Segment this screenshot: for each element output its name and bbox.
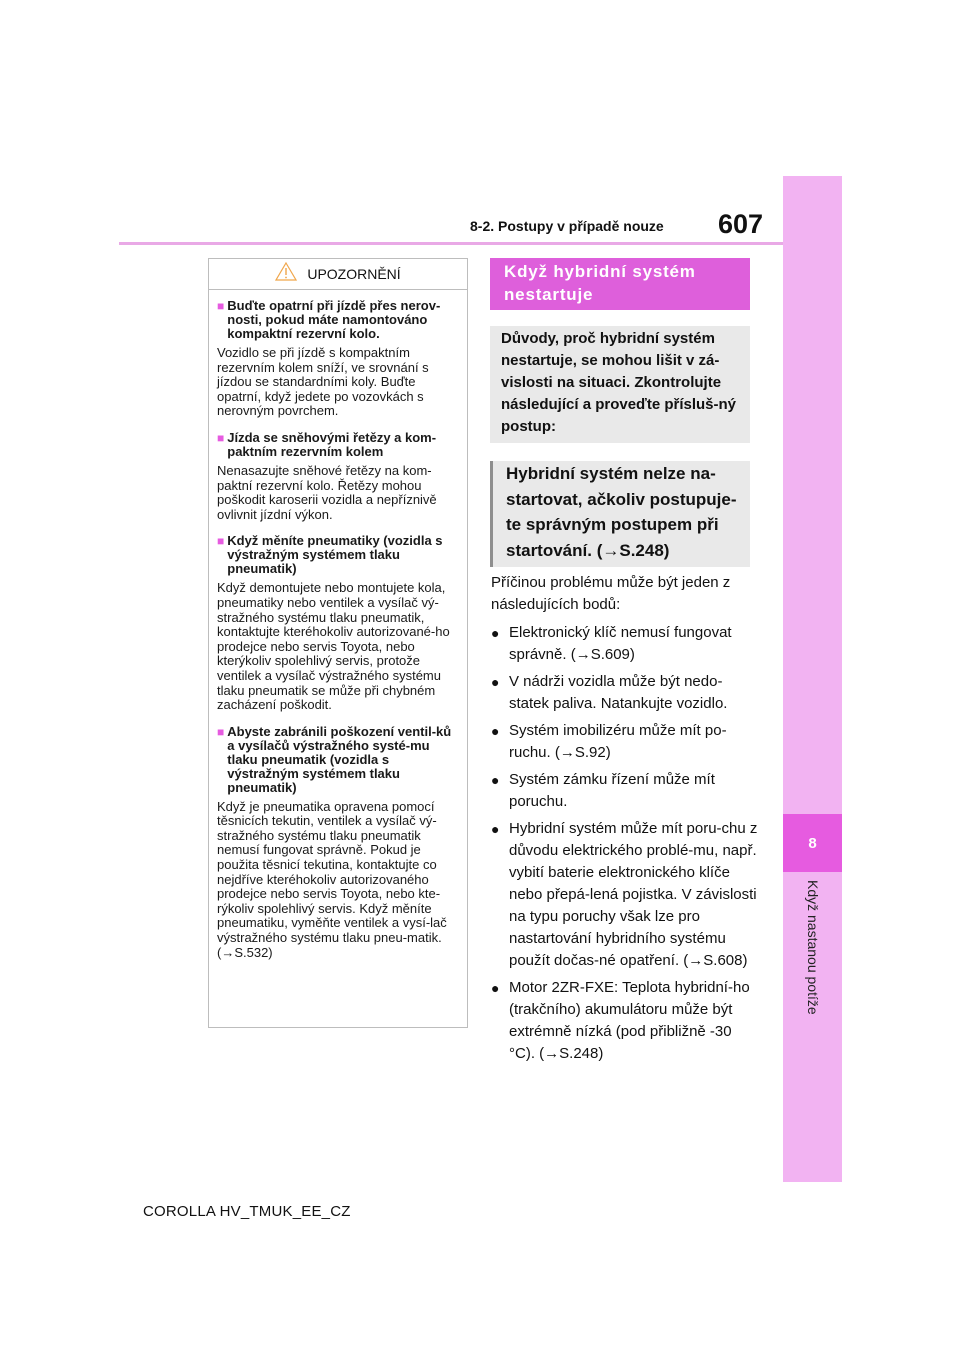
bullet-icon: ● (491, 821, 500, 837)
warning-item-text: Když demontujete nebo montujete kola, pneumatiky nebo ventilek a vysílač vý-stražného systému tlaku pneumatik, kontaktujte kteréhokoliv autorizované-ho prodejce nebo servis Toyota, nebo kterýkoliv spolehlivý servis, protože ventilek a vysílač výstražného systému tlaku pneumatik se může při chybném zacházení poškodit. (217, 580, 450, 713)
warning-item-heading: ■ Buďte opatrní při jízdě přes nerov-nosti, pokud máte namontováno kompaktní rezervní kolo. (217, 298, 441, 341)
warning-box (208, 258, 468, 1028)
page-number: 607 (718, 209, 764, 239)
bullet-icon: ● (491, 772, 500, 788)
square-bullet-icon: ■ (217, 724, 225, 739)
cause-list (491, 622, 761, 1065)
list-item: ● V nádrži vozidla může být nedo-statek paliva. Natankujte vozidlo. (491, 671, 761, 715)
warning-item-heading: ■ Když měníte pneumatiky (vozidla s výstražným systémem tlaku pneumatik) (217, 533, 443, 577)
topic-heading: Když hybridní systém nestartuje (490, 258, 750, 310)
list-item: ● Elektronický klíč nemusí fungovat správně. (→S.609) (491, 622, 761, 666)
bullet-icon: ● (491, 674, 500, 690)
warning-header (209, 259, 467, 290)
list-item: ● Motor 2ZR-FXE: Teplota hybridní-ho (trakčního) akumulátoru může být extrémně nízká (pod přibližně -30 °C). (→S.248) (491, 977, 761, 1065)
list-item: ● Systém zámku řízení může mít poruchu. (491, 769, 761, 813)
body-text (491, 572, 761, 1070)
square-bullet-icon: ■ (217, 430, 225, 445)
header-rule (119, 242, 783, 245)
footer-model-code: COROLLA HV_TMUK_EE_CZ (143, 1203, 351, 1220)
list-item: ● Hybridní systém může mít poru-chu z důvodu elektrického problé-mu, např. vybití baterie elektronického klíče nebo přepá-lená pojistka. V závislosti na typu poruchy však lze pro nastartování hybridního systému použít dočas-né opatření. (→S.608) (491, 818, 761, 972)
warning-item-text: Když je pneumatika opravena pomocí těsnicích tekutin, ventilek a vysílač vý-stražného systému tlaku pneumatik nemusí fungovat správně. Pokud je použita těsnicí tekutina, kontaktujte co nejdříve kteréhokoliv autorizovaného prodejce nebo servis Toyota, nebo kte-rýkoliv spolehlivý servis. Když měníte pneumatiku, vyměňte ventilek a vysí-lač výstražného systému tlaku pneu-matik. (→S.532) (217, 798, 447, 960)
warning-item-text: Vozidlo se při jízdě s kompaktním rezervním kolem sníží, ve srovnání s jízdou se standardními koly. Buďte opatrní, když jedete po vozovkách s nerovným povrchem. (217, 345, 429, 419)
warning-item-heading: ■ Abyste zabránili poškození ventil-ků a vysílačů výstražného systé-mu tlaku pneumatik (vozidla s výstražným systémem tlaku pneumatik) (217, 723, 452, 795)
chapter-number: 8 (783, 814, 842, 872)
warning-title: UPOZORNĚNÍ (307, 266, 401, 282)
intro-box: Důvody, proč hybridní systém nestartuje, se mohou lišit v zá-vislosti na situaci. Zkontrolujte následující a proveďte přísluš-ný postup: (490, 326, 750, 443)
bullet-icon: ● (491, 625, 500, 641)
section-title: 8-2. Postupy v případě nouze (470, 218, 664, 234)
chapter-side-tab (783, 176, 842, 1182)
lead-paragraph: Příčinou problému může být jeden z následujících bodů: (491, 574, 731, 613)
bullet-icon: ● (491, 723, 500, 739)
square-bullet-icon: ■ (217, 299, 225, 313)
square-bullet-icon: ■ (217, 534, 225, 549)
warning-triangle-icon (275, 262, 297, 286)
subheading-box: Hybridní systém nelze na-startovat, ačkoliv postupuje-te správným postupem při startování. (→S.248) (490, 461, 750, 567)
warning-item-text: Nenasazujte sněhové řetězy na kom-paktní rezervní kolo. Řetězy mohou poškodit karoserii vozidla a nepříznivě ovlivnit jízdní výkon. (217, 462, 437, 522)
list-item: ● Systém imobilizéru může mít po-ruchu. (→S.92) (491, 720, 761, 764)
warning-item-heading: ■ Jízda se sněhovými řetězy a kom-paktním rezervním kolem (217, 429, 437, 459)
bullet-icon: ● (491, 980, 500, 996)
chapter-label: Když nastanou potíže (805, 880, 821, 1015)
